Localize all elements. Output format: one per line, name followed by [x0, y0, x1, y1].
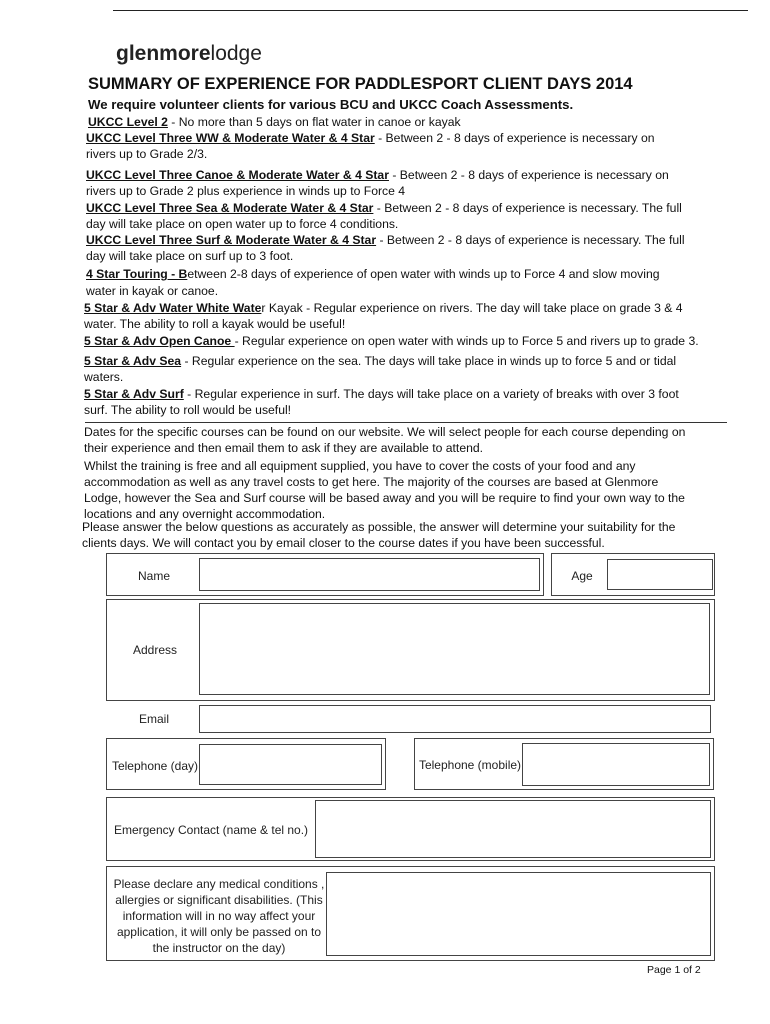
tel-day-row — [106, 738, 386, 790]
address-row — [106, 599, 715, 701]
course-4-star-touring: 4 Star Touring - Between 2-8 days of experience of open water with winds up to Force 4 and slow moving water in kayak or canoe. — [86, 267, 660, 298]
course-5-star-white-water: 5 Star & Adv Water White Water Kayak - Regular experience on rivers. The day will take place on grade 3 & 4 water. The ability to roll a kayak would be useful! — [84, 301, 683, 331]
medical-label: Please declare any medical conditions , allergies or significant disabilities. (This information will in no way affect your application, it will only be passed on to the instructor on the day) — [113, 877, 325, 955]
name-label: Name — [137, 569, 170, 583]
tel-day-input[interactable] — [199, 744, 382, 785]
glenmore-lodge-logo: glenmorelodge — [116, 42, 262, 65]
course-ukcc-l3-ww: UKCC Level Three WW & Moderate Water & 4 Star - Between 2 - 8 days of experience is necessary on rivers up to Grade 2/3. — [86, 131, 655, 161]
emergency-label: Emergency Contact (name & tel no.) — [113, 823, 309, 837]
course-ukcc-l3-surf: UKCC Level Three Surf & Moderate Water & 4 Star - Between 2 - 8 days of experience is necessary. The full day will take place on surf up to 3 foot. — [86, 233, 685, 263]
course-5-star-open-canoe: 5 Star & Adv Open Canoe - Regular experience on open water with winds up to Force 5 and rivers up to grade 3. — [84, 334, 699, 348]
page-subtitle: We require volunteer clients for various BCU and UKCC Coach Assessments. — [88, 97, 574, 112]
emergency-input[interactable] — [315, 800, 711, 858]
course-5-star-sea: 5 Star & Adv Sea - Regular experience on the sea. The days will take place in winds up to force 5 and or tidal waters. — [84, 354, 677, 384]
tel-mobile-input[interactable] — [522, 743, 710, 786]
page-title: SUMMARY OF EXPERIENCE FOR PADDLESPORT CLIENT DAYS 2014 — [88, 75, 633, 93]
tel-day-label: Telephone (day) — [111, 759, 199, 773]
info-costs-paragraph: Whilst the training is free and all equipment supplied, you have to cover the costs of your food and any accommodation as well as any travel costs to get here. The majority of the courses are based at Glenmore Lodge, however the Sea and Surf course will be based away and you will be require to find your own way to the locations and any overnight accommodation. — [84, 459, 685, 521]
medical-input[interactable] — [326, 872, 711, 956]
course-ukcc-level-2: UKCC Level 2 - No more than 5 days on flat water in canoe or kayak — [88, 115, 461, 129]
course-5-star-surf: 5 Star & Adv Surf - Regular experience in surf. The days will take place on a variety of breaks with over 3 foot surf. The ability to roll would be useful! — [84, 387, 679, 417]
age-input[interactable] — [607, 559, 713, 590]
tel-mobile-label: Telephone (mobile) — [418, 758, 522, 772]
course-ukcc-l3-sea: UKCC Level Three Sea & Moderate Water & 4 Star - Between 2 - 8 days of experience is necessary. The full day will take place on open water up to force 4 conditions. — [86, 201, 682, 231]
info-dates-paragraph: Dates for the specific courses can be found on our website. We will select people for each course depending on their experience and then email them to ask if they are available to attend. — [84, 425, 686, 455]
age-row — [551, 553, 715, 596]
address-label: Address — [132, 643, 178, 657]
section-divider — [85, 422, 727, 423]
medical-row — [106, 866, 715, 961]
name-row — [106, 553, 544, 596]
email-label: Email — [138, 712, 169, 726]
emergency-row — [106, 797, 715, 861]
info-instructions-paragraph: Please answer the below questions as accurately as possible, the answer will determine your suitability for the clients days. We will contact you by email closer to the course dates if you have been successful. — [82, 520, 676, 550]
email-input[interactable] — [199, 705, 711, 733]
name-input[interactable] — [199, 558, 540, 591]
address-input[interactable] — [199, 603, 710, 695]
age-label: Age — [571, 569, 593, 583]
course-ukcc-l3-canoe: UKCC Level Three Canoe & Moderate Water & 4 Star - Between 2 - 8 days of experience is necessary on rivers up to Grade 2 plus experience in winds up to Force 4 — [86, 168, 669, 198]
page-number: Page 1 of 2 — [647, 964, 701, 976]
tel-mobile-row — [414, 738, 714, 790]
top-rule — [113, 10, 748, 11]
